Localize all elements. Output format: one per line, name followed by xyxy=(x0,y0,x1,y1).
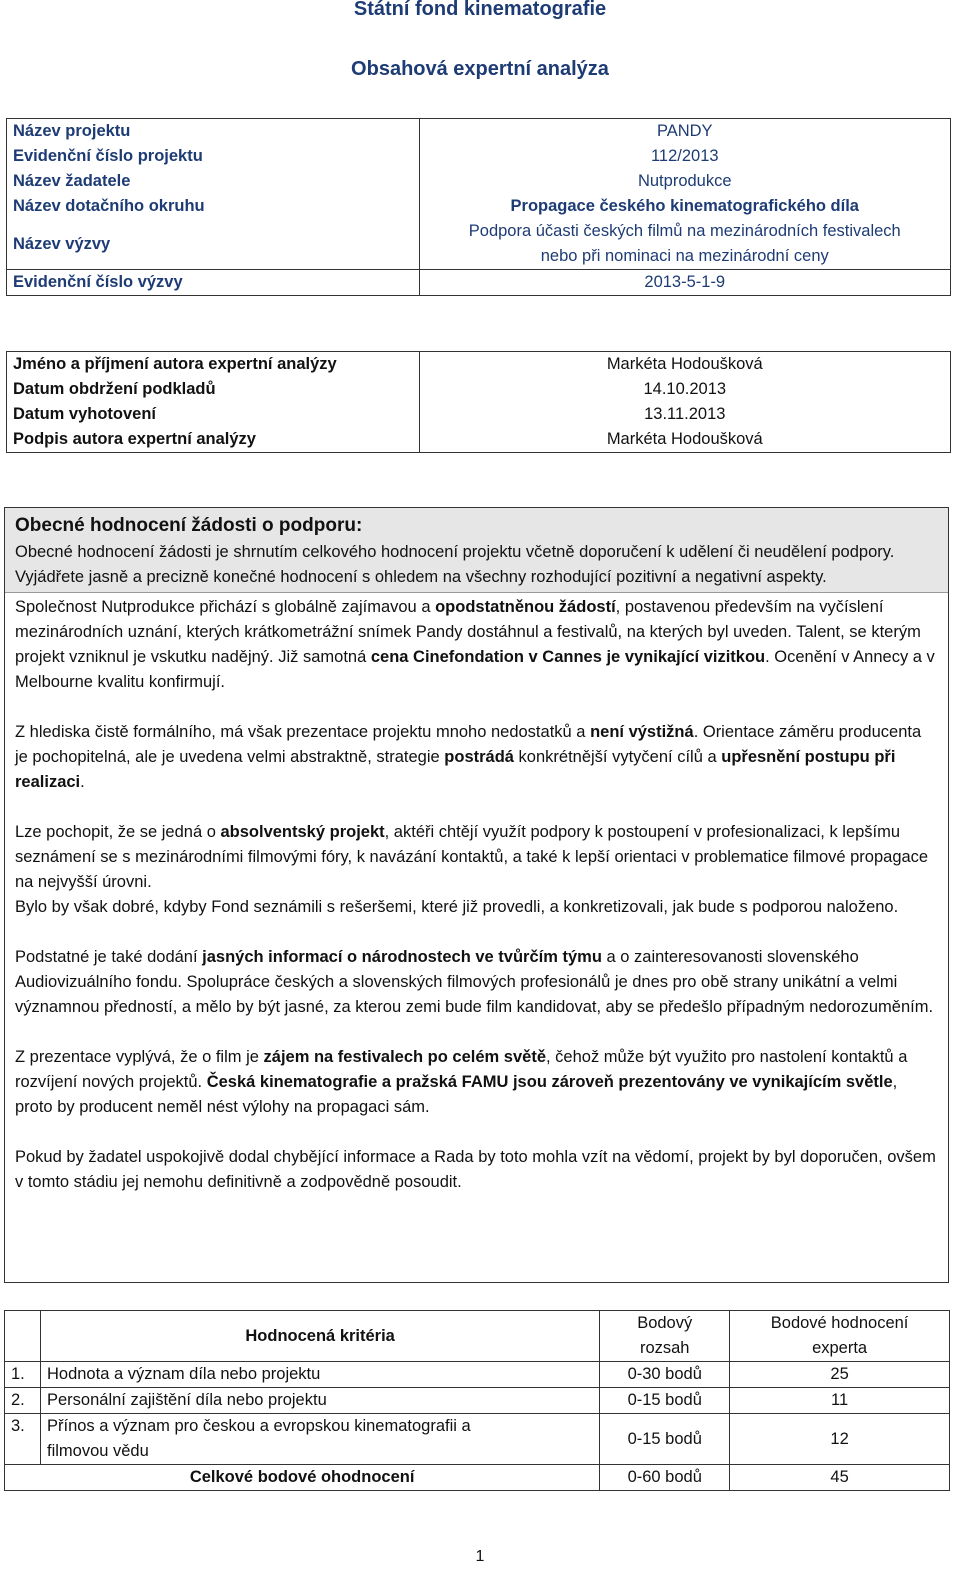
criteria-table xyxy=(4,1310,950,1491)
table-row xyxy=(7,194,951,219)
evaluation-body xyxy=(5,593,948,1222)
total-range: 0-60 bodů xyxy=(600,1465,730,1491)
evaluation-instruction: Obecné hodnocení žádosti je shrnutím celkového hodnocení projektu včetně doporučení k udělení či neudělení podpory. Vyjádřete jasně a precizně konečné hodnocení s ohledem na všechny rozhodující pozitivní a negativní aspekty. xyxy=(15,543,895,586)
call-name-line-1: Podpora účasti českých filmů na mezinárodních festivalech xyxy=(468,222,901,240)
completion-date-value: 13.11.2013 xyxy=(419,402,950,427)
total-score: 45 xyxy=(730,1465,950,1491)
table-row xyxy=(7,144,951,169)
header-range-line-2: rozsah xyxy=(639,1339,690,1357)
row-num: 1. xyxy=(5,1362,41,1388)
author-name-label: Jméno a příjmení autora expertní analýzy xyxy=(7,352,420,378)
table-row xyxy=(5,1388,950,1414)
header-criteria: Hodnocená kritéria xyxy=(40,1311,599,1362)
applicant-label: Název žadatele xyxy=(7,169,420,194)
row-num: 3. xyxy=(5,1414,41,1465)
project-number-value: 112/2013 xyxy=(419,144,950,169)
row-range: 0-15 bodů xyxy=(600,1414,730,1465)
header-range-line-1: Bodový xyxy=(637,1314,693,1332)
project-name-label: Název projektu xyxy=(7,119,420,145)
received-date-label: Datum obdržení podkladů xyxy=(7,377,420,402)
row-range: 0-30 bodů xyxy=(600,1362,730,1388)
author-info-table xyxy=(6,351,951,453)
paragraph-7: Pokud by žadatel uspokojivě dodal chybějící informace a Rada by toto mohla vzít na vědomí, projekt by byl doporučen, ovšem v tomto stádiu jej nemohu definitivně a zodpovědně posoudit. xyxy=(15,1148,936,1191)
page-title: Státní fond kinematografie xyxy=(353,0,607,20)
row-range: 0-15 bodů xyxy=(600,1388,730,1414)
row-score: 11 xyxy=(730,1388,950,1414)
table-row xyxy=(7,270,951,296)
paragraph-3: Lze pochopit, že se jedná o absolventský projekt, aktéři chtějí využít podpory k postoupení v profesionalizaci, k lepšímu seznámení se s mezinárodními filmovými fóry, k navázání kontaktů, a také k lepší orientaci v problematice filmové propagace na nejvyšší úrovni. xyxy=(15,823,929,891)
row-score: 12 xyxy=(730,1414,950,1465)
signature-label: Podpis autora expertní analýzy xyxy=(7,427,420,453)
author-name-value: Markéta Hodoušková xyxy=(419,352,950,378)
paragraph-4: Bylo by však dobré, kdyby Fond seznámili s rešeršemi, které již provedli, a konkretizovali, jak bude s podporou naloženo. xyxy=(15,898,899,916)
row-criterion: Hodnota a význam díla nebo projektu xyxy=(40,1362,599,1388)
grant-area-value: Propagace českého kinematografického díla xyxy=(419,194,950,219)
header-num-cell xyxy=(5,1311,41,1362)
table-row xyxy=(7,377,951,402)
applicant-value: Nutprodukce xyxy=(419,169,950,194)
table-row xyxy=(7,352,951,378)
criteria-header-row xyxy=(5,1311,950,1362)
project-info-table xyxy=(6,118,951,296)
row-criterion-line-1: Přínos a význam pro českou a evropskou kinematografii a xyxy=(46,1417,471,1435)
call-number-value: 2013-5-1-9 xyxy=(419,270,950,296)
table-row xyxy=(7,402,951,427)
total-row xyxy=(5,1465,950,1491)
grant-area-label: Název dotačního okruhu xyxy=(7,194,420,219)
project-number-label: Evidenční číslo projektu xyxy=(7,144,420,169)
header-range xyxy=(600,1311,730,1362)
paragraph-2: Z hlediska čistě formálního, má však prezentace projektu mnoho nedostatků a není výstižná. Orientace záměru producenta je pochopitelná, ale je uvedena velmi abstraktně, strategie postrádá konkrétnější vytyčení cílů a upřesnění postupu při realizaci. xyxy=(15,723,922,791)
paragraph-1: Společnost Nutprodukce přichází s globálně zajímavou a opodstatněnou žádostí, postavenou především na vyčíslení mezinárodních uznání, kterých krátkometrážní snímek Pandy dostáhnul a festivalů, na kterých byl uveden. Talent, se kterým projekt vzniknul je vskutku nadějný. Již samotná cena Cinefondation v Cannes je vynikající vizitkou. Ocenění v Annecy a v Melbourne kvalitu konfirmují. xyxy=(15,598,935,691)
total-label: Celkové bodové ohodnocení xyxy=(5,1465,600,1491)
header-score xyxy=(730,1311,950,1362)
page-number: 1 xyxy=(475,1548,485,1565)
table-row xyxy=(5,1414,950,1465)
evaluation-title: Obecné hodnocení žádosti o podporu: xyxy=(15,515,363,536)
call-name-line-2: nebo při nominaci na mezinárodní ceny xyxy=(540,247,829,265)
project-name-value: PANDY xyxy=(419,119,950,145)
table-row xyxy=(7,169,951,194)
row-criterion-line-2: filmovou vědu xyxy=(46,1442,149,1460)
completion-date-label: Datum vyhotovení xyxy=(7,402,420,427)
call-name-value xyxy=(419,219,950,270)
header-score-line-1: Bodové hodnocení xyxy=(770,1314,909,1332)
row-num: 2. xyxy=(5,1388,41,1414)
table-row xyxy=(5,1362,950,1388)
row-score: 25 xyxy=(730,1362,950,1388)
table-row xyxy=(7,219,951,270)
evaluation-box xyxy=(4,507,949,1283)
call-name-label: Název výzvy xyxy=(7,219,420,270)
table-row xyxy=(7,119,951,145)
received-date-value: 14.10.2013 xyxy=(419,377,950,402)
call-number-label: Evidenční číslo výzvy xyxy=(7,270,420,296)
row-criterion xyxy=(40,1414,599,1465)
signature-value: Markéta Hodoušková xyxy=(419,427,950,453)
header-score-line-2: experta xyxy=(812,1339,868,1357)
row-criterion: Personální zajištění díla nebo projektu xyxy=(40,1388,599,1414)
evaluation-header xyxy=(5,508,948,593)
table-row xyxy=(7,427,951,453)
paragraph-5: Podstatné je také dodání jasných informací o národnostech ve tvůrčím týmu a o zainteresovanosti slovenského Audiovizuálního fondu. Spolupráce českých a slovenských filmových profesionálů je dnes pro obě strany unikátní a velmi významnou předností, a mělo by být jasné, za kterou zemi bude film kandidovat, aby se předešlo případným nedorozuměním. xyxy=(15,948,934,1016)
paragraph-6: Z prezentace vyplývá, že o film je zájem na festivalech po celém světě, čehož může být využito pro nastolení kontaktů a rozvíjení nových projektů. Česká kinematografie a pražská FAMU jsou zároveň prezentovány ve vynikajícím světle, proto by producent neměl nést výlohy na propagaci sám. xyxy=(15,1048,908,1116)
page-subtitle: Obsahová expertní analýza xyxy=(351,58,609,80)
